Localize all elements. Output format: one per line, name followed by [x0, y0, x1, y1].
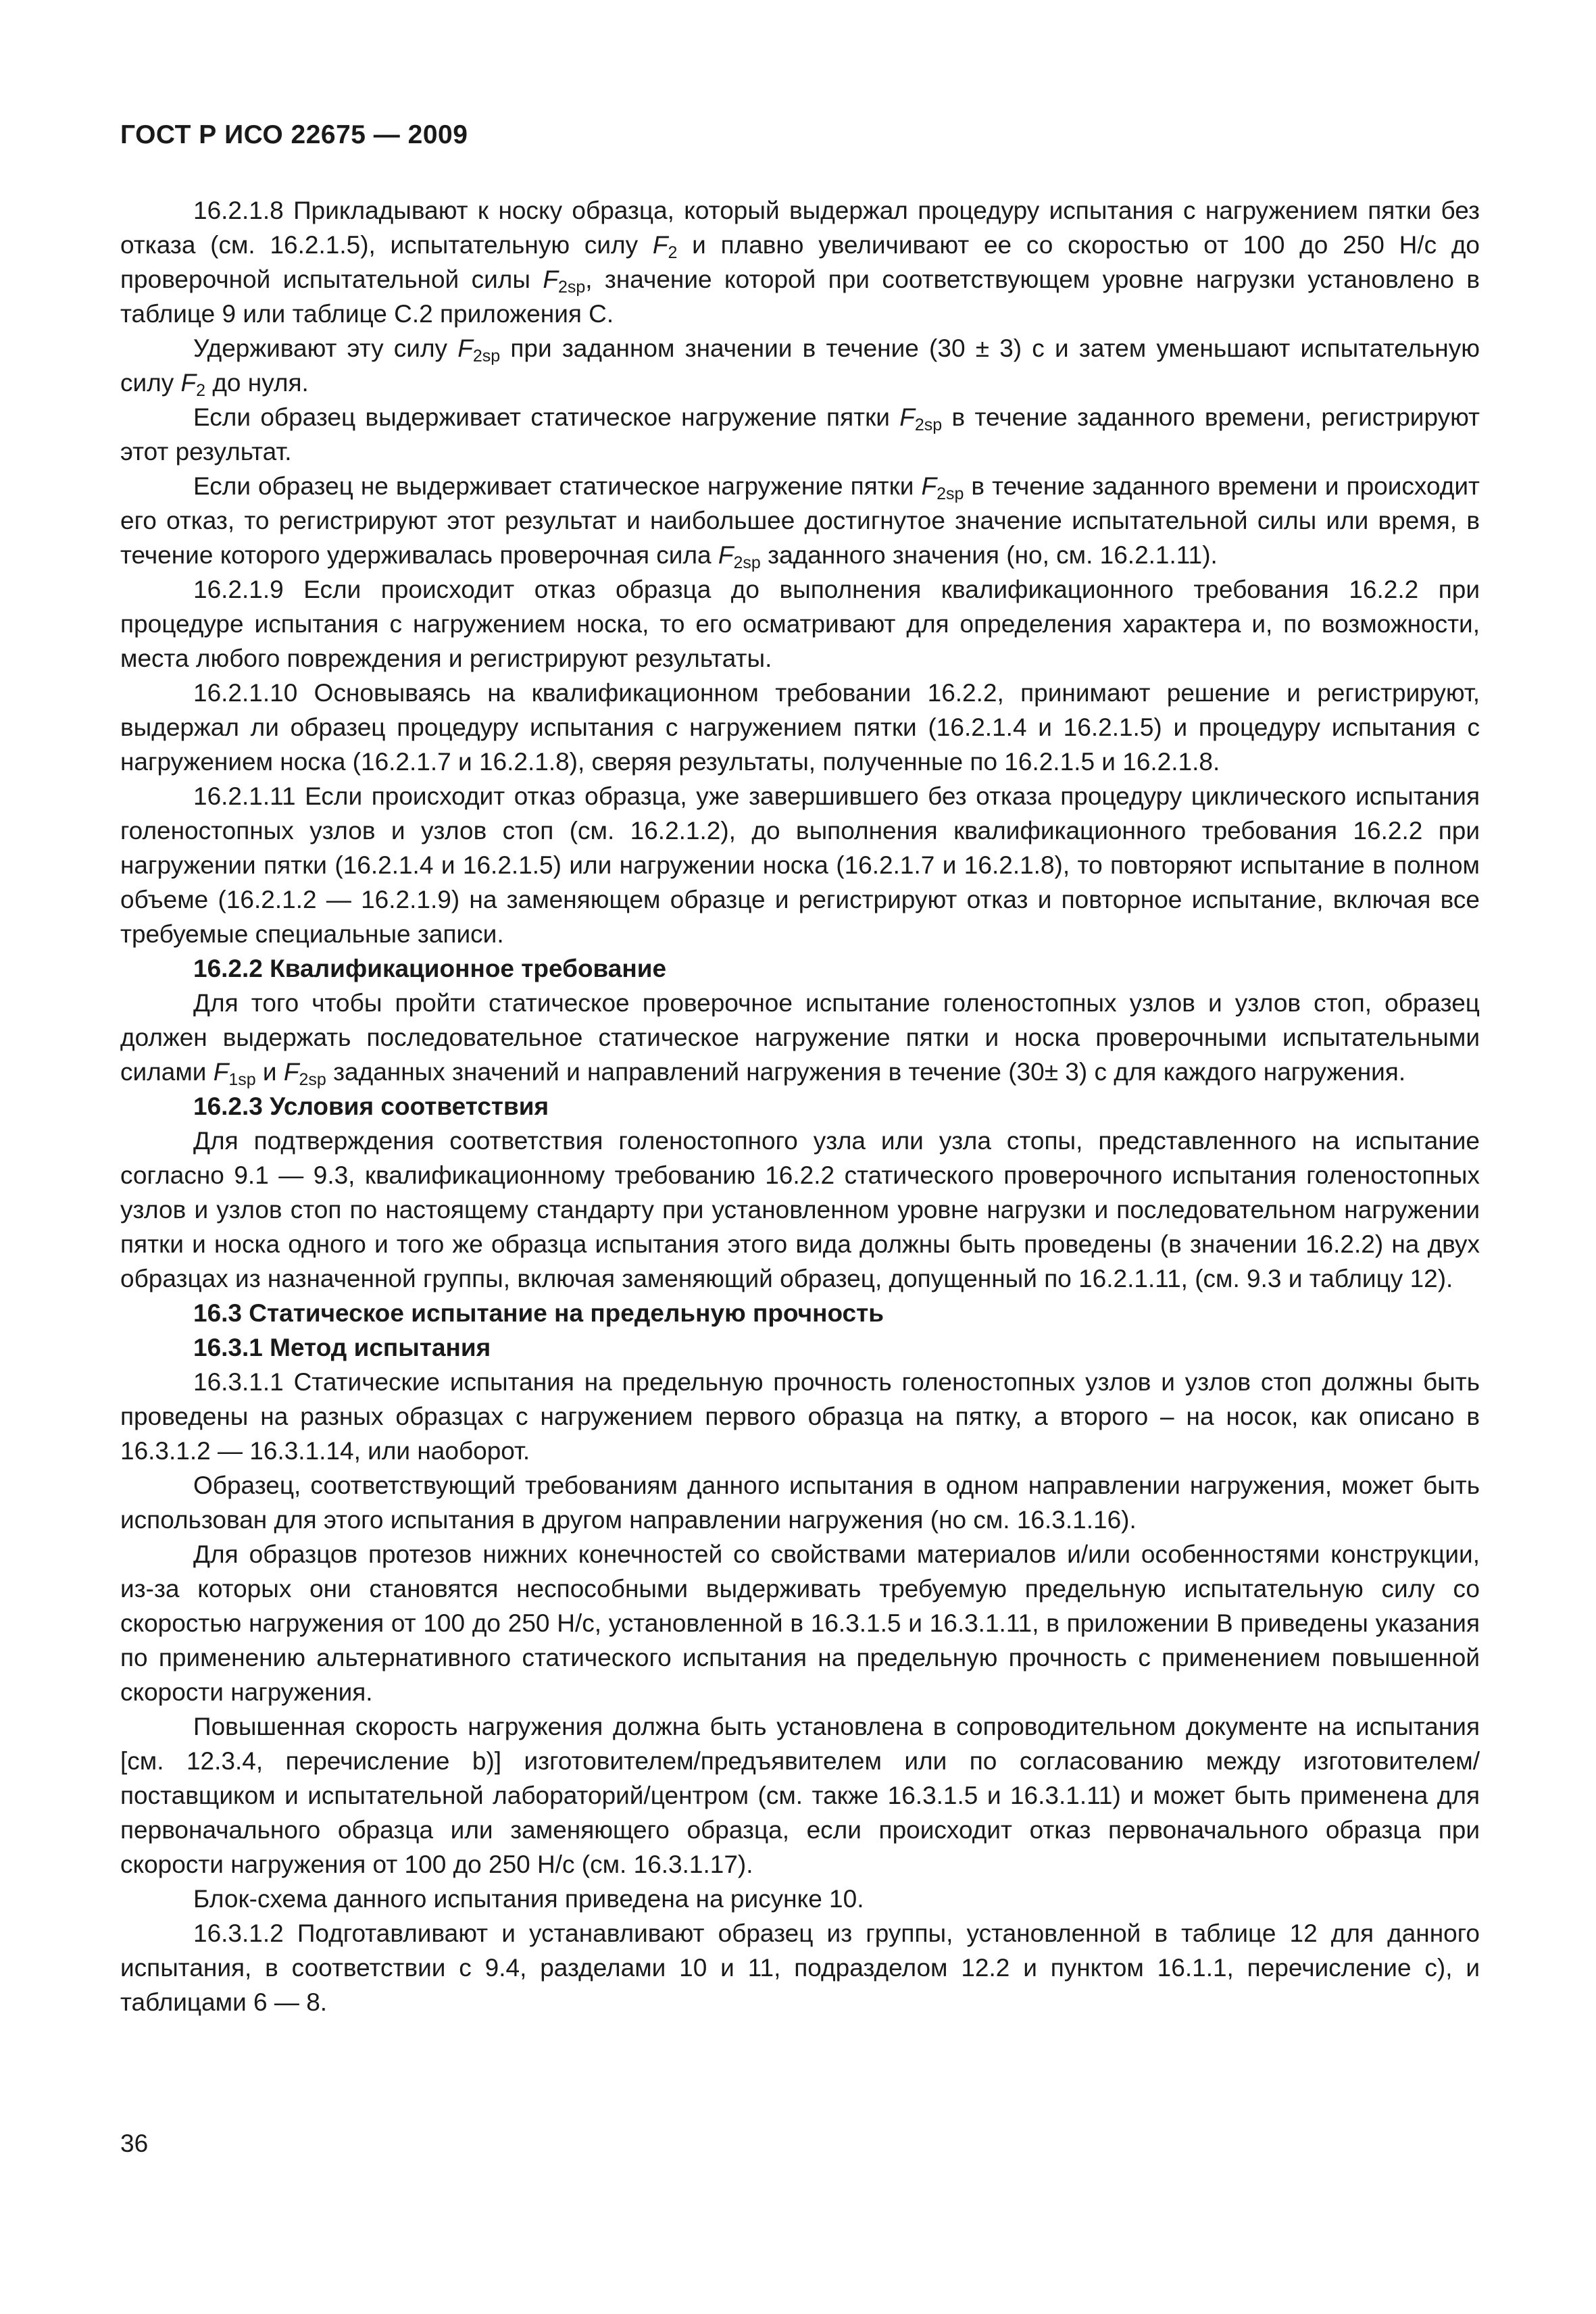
text-run: 16.3.1 Метод испытания	[193, 1334, 491, 1361]
subscript: 2sp	[914, 416, 943, 434]
symbol: F	[213, 1058, 229, 1086]
subscript: 2sp	[733, 553, 761, 572]
paragraph	[120, 331, 1480, 400]
paragraph	[120, 1882, 1480, 1916]
subscript: 2sp	[557, 278, 586, 297]
paragraph	[120, 1468, 1480, 1537]
text-run: 16.3.1.2 Подготавливают и устанавливают образец из группы, установленной в таблице 12 для данного испытания, в соответствии с 9.4, разделами 10 и 11, подразделом 12.2 и пунктом 16.1.1, перечисление с), и таблицами 6 — 8.	[120, 1919, 1480, 2016]
text-run: Для того чтобы пройти статическое проверочное испытание голеностопных узлов и узлов стоп, образец должен выдержать последовательное статическое нагружение пятки и носка проверочными испытательными силами	[120, 989, 1480, 1086]
symbol: F	[180, 369, 197, 397]
text-run: и плавно увеличивают ее со скоростью от 100 до 250 Н/с до проверочной испытательной силы	[120, 231, 1480, 293]
section-heading	[120, 1296, 1480, 1330]
symbol: F	[457, 334, 473, 362]
text-run: Для подтверждения соответствия голеностопного узла или узла стопы, представленного на испытание согласно 9.1 — 9.3, квалификационному требованию 16.2.2 статического проверочного испытания голеностопных узлов и узлов стоп по настоящему стандарту при установленном уровне нагрузки и последовательном нагружении пятки и носка одного и того же образца испытания этого вида должны быть проведены (в значении 16.2.2) на двух образцах из назначенной группы, включая заменяющий образец, допущенный по 16.2.1.11, (см. 9.3 и таблицу 12).	[120, 1127, 1480, 1292]
text-run: , значение которой при соответствующем уровне нагрузки установлено в таблице 9 или таблице С.2 приложения С.	[120, 266, 1480, 328]
text-run: Для образцов протезов нижних конечностей со свойствами материалов и/или особенностями конструкции, из-за которых они становятся неспособными выдерживать требуемую предельную испытательную силу со скоростью нагружения от 100 до 250 Н/с, установленной в 16.3.1.5 и 16.3.1.11, в приложении В приведены указания по применению альтернативного статического испытания на предельную прочность с применением повышенной скорости нагружения.	[120, 1540, 1480, 1706]
text-run: 16.2.1.9 Если происходит отказ образца до выполнения квалификационного требования 16.2.2 при процедуре испытания с нагружением носка, то его осматривают для определения характера и, по возможности, места любого повреждения и регистрируют результаты.	[120, 576, 1480, 672]
paragraph	[120, 1916, 1480, 2019]
subscript: 2	[668, 243, 678, 262]
text-run: Образец, соответствующий требованиям данного испытания в одном направлении нагружения, может быть использован для этого испытания в другом направлении нагружения (но см. 16.3.1.16).	[120, 1472, 1480, 1534]
subscript: 2sp	[937, 484, 964, 503]
paragraph	[120, 779, 1480, 951]
subscript: 2sp	[472, 347, 501, 366]
text-run: и	[255, 1058, 284, 1086]
paragraph	[120, 1709, 1480, 1882]
subscript: 2sp	[299, 1070, 326, 1089]
paragraph	[120, 1124, 1480, 1296]
paragraph	[120, 986, 1480, 1089]
document-header: ГОСТ Р ИСО 22675 — 2009	[120, 120, 468, 149]
document-body	[120, 193, 1480, 2019]
text-run: 16.2.3 Условия соответствия	[193, 1092, 549, 1120]
paragraph	[120, 400, 1480, 469]
section-heading	[120, 1089, 1480, 1124]
symbol: F	[543, 266, 558, 293]
section-heading	[120, 951, 1480, 986]
text-run: 16.2.1.10 Основываясь на квалификационном требовании 16.2.2, принимают решение и регистрируют, выдержал ли образец процедуру испытания с нагружением пятки (16.2.1.4 и 16.2.1.5) и процедуру испытания с нагружением носка (16.2.1.7 и 16.2.1.8), сверяя результаты, полученные по 16.2.1.5 и 16.2.1.8.	[120, 679, 1480, 776]
text-run: при заданном значении в течение (30 ± 3) с и затем уменьшают испытательную силу	[120, 334, 1480, 397]
subscript: 2	[196, 381, 206, 400]
symbol: F	[921, 472, 937, 500]
text-run: заданных значений и направлений нагружения в течение (30± 3) с для каждого нагружения.	[326, 1058, 1406, 1086]
text-run: 16.3.1.1 Статические испытания на предельную прочность голеностопных узлов и узлов стоп должны быть проведены на разных образцах с нагружением первого образца на пятку, а второго – на носок, как описано в 16.3.1.2 — 16.3.1.14, или наоборот.	[120, 1368, 1480, 1465]
text-run: в течение заданного времени, регистрируют этот результат.	[120, 403, 1480, 466]
text-run: 16.2.2 Квалификационное требование	[193, 955, 667, 982]
text-run: в течение заданного времени и происходит его отказ, то регистрируют этот результат и наибольшее достигнутое значение испытательной силы или время, в течение которого удерживалась проверочная сила	[120, 472, 1480, 569]
symbol: F	[899, 403, 915, 431]
symbol: F	[652, 231, 668, 259]
section-heading	[120, 1330, 1480, 1365]
paragraph	[120, 469, 1480, 572]
paragraph	[120, 1537, 1480, 1709]
text-run: до нуля.	[205, 369, 309, 397]
text-run: Если образец не выдерживает статическое нагружение пятки	[193, 472, 922, 500]
text-run: Блок-схема данного испытания приведена на рисунке 10.	[193, 1885, 864, 1913]
symbol: F	[718, 541, 734, 569]
text-run: 16.2.1.8 Прикладывают к носку образца, который выдержал процедуру испытания с нагружением пятки без отказа (см. 16.2.1.5), испытательную силу	[120, 197, 1480, 259]
paragraph	[120, 572, 1480, 676]
text-run: 16.2.1.11 Если происходит отказ образца, уже завершившего без отказа процедуру циклического испытания голеностопных узлов и узлов стоп (см. 16.2.1.2), до выполнения квалификационного требования 16.2.2 при нагружении пятки (16.2.1.4 и 16.2.1.5) или нагружении носка (16.2.1.7 и 16.2.1.8), то повторяют испытание в полном объеме (16.2.1.2 — 16.2.1.9) на заменяющем образце и регистрируют отказ и повторное испытание, включая все требуемые специальные записи.	[120, 782, 1480, 948]
paragraph	[120, 193, 1480, 331]
text-run: 16.3 Статическое испытание на предельную прочность	[193, 1299, 884, 1327]
page-number: 36	[120, 2130, 149, 2157]
text-run: Повышенная скорость нагружения должна быть установлена в сопроводительном документе на испытания [см. 12.3.4, перечисление b)] изготовителем/предъявителем или по согласованию между изготовителем/поставщиком и испытательной лабораторий/центром (см. также 16.3.1.5 и 16.3.1.11) и может быть применена для первоначального образца или заменяющего образца, если происходит отказ первоначального образца при скорости нагружения от 100 до 250 Н/с (см. 16.3.1.17).	[120, 1713, 1480, 1878]
paragraph	[120, 1365, 1480, 1468]
paragraph	[120, 676, 1480, 779]
symbol: F	[283, 1058, 299, 1086]
text-run: заданного значения (но, см. 16.2.1.11).	[760, 541, 1218, 569]
subscript: 1sp	[228, 1070, 256, 1089]
text-run: Удерживают эту силу	[193, 334, 458, 362]
text-run: Если образец выдерживает статическое нагружение пятки	[193, 403, 900, 431]
